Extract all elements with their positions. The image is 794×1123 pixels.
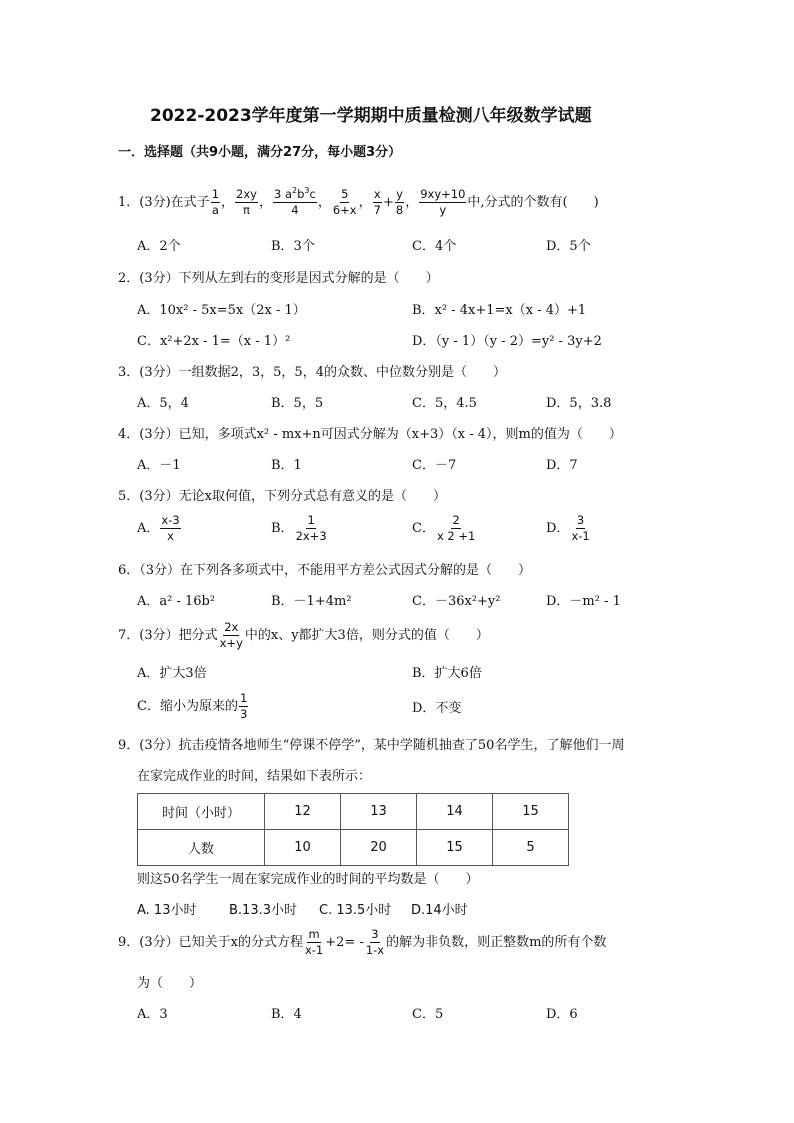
q5-a-fraction [160, 514, 180, 543]
q5-option-c [412, 514, 477, 543]
section-heading: 一．选择题（共9小题，满分27分，每小题3分） [118, 145, 402, 160]
q1-sep-3: ， [317, 195, 331, 211]
q5-c-fraction [436, 514, 476, 543]
table-cell: 5 [493, 830, 569, 866]
q5-a-num: x-3 [160, 514, 180, 529]
q1-suffix: 中,分式的个数有( ) [467, 195, 599, 211]
q6-option-c: C．－36x²+y² [412, 594, 501, 609]
q1-fraction-2 [235, 188, 258, 217]
q9b-f1-den: x-1 [304, 943, 324, 958]
q9b-option-c: C．5 [412, 1007, 444, 1022]
q1-fraction-6 [419, 188, 466, 217]
q9b-option-d: D．6 [546, 1007, 578, 1022]
table-cell: 15 [417, 830, 493, 866]
q1-f3-c: c [309, 187, 316, 201]
question-6-stem: 6．（3分）在下列各多项式中，不能用平方差公式因式分解的是（ ） [118, 563, 532, 578]
q2-option-b: B．x² - 4x+1=x（x - 4）+1 [412, 303, 587, 318]
q5-d-label: D． [546, 521, 570, 537]
q1-prefix: 1．(3分)在式子 [118, 195, 210, 211]
q9b-middle: +2= - [325, 935, 364, 951]
q1-f4-den: 6+x [332, 203, 357, 218]
question-9a-line-2: 在家完成作业的时间，结果如下表所示： [137, 769, 372, 784]
table-cell: 20 [341, 830, 417, 866]
q7-c-num: 1 [239, 692, 248, 707]
table-header-cell: 15 [493, 794, 569, 830]
q7-num: 2x [223, 621, 239, 636]
q1-f6-den: y [439, 203, 447, 218]
question-9b-line-2: 为（ ） [137, 976, 203, 991]
q9b-fraction-1 [304, 928, 324, 957]
q1-option-d: D．5个 [546, 239, 591, 254]
table-header-cell: 12 [265, 794, 341, 830]
question-3-stem: 3．(3分）一组数据2，3，5，5，4的众数、中位数分别是（ ） [118, 365, 506, 380]
question-9b-stem [118, 928, 606, 957]
q1-sep-4: ， [358, 195, 372, 211]
q3-option-d: D．5，3.8 [546, 396, 612, 411]
q1-f5a-num: x [373, 188, 382, 203]
q1-f3-sup3: 3 [304, 186, 310, 196]
q5-d-fraction [570, 514, 590, 543]
q7-c-fraction [239, 692, 248, 721]
q3-option-c: C．5，4.5 [412, 396, 477, 411]
q2-option-a: A．10x² - 5x=5x（2x - 1） [137, 303, 306, 318]
q1-sep-5: ， [405, 195, 419, 211]
q9b-f1-num: m [307, 928, 320, 943]
q3-option-a: A．5，4 [137, 396, 189, 411]
q7-suffix: 中的x、y都扩大3倍，则分式的值（ ） [244, 628, 489, 644]
table-cell: 人数 [138, 830, 265, 866]
q5-c-label: C． [412, 521, 435, 537]
q9b-option-b: B．4 [271, 1007, 302, 1022]
q5-d-num: 3 [576, 514, 585, 529]
q5-option-a [137, 514, 182, 543]
question-5-stem: 5．(3分）无论x取何值，下列分式总有意义的是（ ） [118, 489, 446, 504]
q1-sep-2: ， [258, 195, 272, 211]
q4-option-b: B．1 [271, 458, 302, 473]
q1-fraction-5b [395, 188, 404, 217]
q1-f3-sup2: 2 [292, 186, 298, 196]
q1-option-b: B．3个 [271, 239, 315, 254]
q9b-option-a: A．3 [137, 1007, 168, 1022]
q9b-fraction-2 [365, 928, 385, 957]
q7-fraction [219, 621, 244, 650]
q7-option-d: D．不变 [412, 701, 462, 716]
q1-f5b-den: 8 [395, 203, 404, 218]
q1-fraction-5a [373, 188, 382, 217]
q5-b-num: 1 [306, 514, 315, 529]
q1-fraction-3 [273, 188, 317, 217]
q9a-option-c: C. 13.5小时 [319, 903, 392, 918]
q2-option-c: C．x²+2x - 1=（x - 1）² [137, 334, 291, 349]
q7-c-prefix: C．缩小为原来的 [137, 699, 238, 715]
q7-option-c [137, 692, 249, 721]
question-2-stem: 2．(3分）下列从左到右的变形是因式分解的是（ ） [118, 271, 439, 286]
q1-plus: + [382, 195, 394, 211]
q5-option-b [271, 514, 329, 543]
table-header-cell: 时间（小时） [138, 794, 265, 830]
q9a-option-a: A. 13小时 [137, 903, 197, 918]
q3-option-b: B．5，5 [271, 396, 324, 411]
question-9a-line-1: 9．(3分）抗击疫情各地师生“停课不停学”，某中学随机抽查了50名学生，了解他们一周 [118, 738, 625, 753]
q1-option-c: C．4个 [412, 239, 457, 254]
q1-f3-den: 4 [291, 203, 299, 218]
q1-f2-den: π [243, 203, 250, 218]
q5-b-fraction [295, 514, 328, 543]
q9b-suffix: 的解为非负数，则正整数m的所有个数 [386, 935, 607, 951]
q7-option-a: A．扩大3倍 [137, 666, 207, 681]
q1-f3-a: 3 a [273, 187, 293, 201]
table-row [138, 830, 569, 866]
q5-a-label: A． [137, 521, 160, 537]
q6-option-d: D．－m² - 1 [546, 594, 621, 609]
q4-option-d: D．7 [546, 458, 578, 473]
q2-option-d: D．（y - 1）（y - 2）=y² - 3y+2 [412, 334, 602, 349]
q1-f6-num: 9xy+10 [419, 188, 466, 203]
question-7-stem [118, 621, 489, 650]
q7-c-den: 3 [239, 707, 248, 722]
q1-sep-1: ， [221, 195, 235, 211]
question-4-stem: 4．(3分）已知，多项式x² - mx+n可因式分解为（x+3）（x - 4），则m的值为（ ） [118, 427, 622, 442]
q1-f1-den: a [211, 203, 219, 218]
q9b-f2-den: 1-x [365, 943, 385, 958]
q6-option-a: A．a² - 16b² [137, 594, 216, 609]
q7-prefix: 7．(3分）把分式 [118, 628, 218, 644]
q4-option-c: C．－7 [412, 458, 457, 473]
q5-d-den: x-1 [571, 529, 590, 544]
table-header-cell: 14 [417, 794, 493, 830]
q5-b-den: 2x+3 [295, 529, 327, 544]
q1-f1-num: 1 [211, 188, 220, 203]
table-header-cell: 13 [341, 794, 417, 830]
q9b-f2-num: 3 [370, 928, 379, 943]
table-row [138, 794, 569, 830]
q1-f2-num: 2xy [235, 188, 258, 203]
q9a-option-d: D.14小时 [411, 903, 468, 918]
q7-den: x+y [219, 636, 243, 651]
q1-f4-num: 5 [340, 188, 349, 203]
question-1-stem [118, 188, 599, 217]
q5-option-d [546, 514, 592, 543]
q1-f3-b: b [297, 187, 305, 201]
table-cell: 10 [265, 830, 341, 866]
q5-a-den: x [167, 529, 174, 544]
q1-fraction-1 [211, 188, 220, 217]
q1-option-a: A．2个 [137, 239, 181, 254]
q1-fraction-4 [332, 188, 358, 217]
q9a-option-b: B.13.3小时 [229, 903, 297, 918]
q6-option-b: B．－1+4m² [271, 594, 352, 609]
q1-f5a-den: 7 [373, 203, 381, 218]
q1-f5b-num: y [395, 188, 404, 203]
page-title: 2022-2023学年度第一学期期中质量检测八年级数学试题 [150, 106, 592, 126]
q5-b-label: B． [271, 521, 294, 537]
q9b-prefix: 9．(3分）已知关于x的分式方程 [118, 935, 303, 951]
q4-option-a: A．－1 [137, 458, 181, 473]
q5-c-num: 2 [451, 514, 460, 529]
q5-c-den: x 2 +1 [436, 529, 476, 544]
question-9a-line-3: 则这50名学生一周在家完成作业的时间的平均数是（ ） [137, 872, 479, 887]
q7-option-b: B．扩大6倍 [412, 666, 482, 681]
data-table [137, 793, 569, 866]
